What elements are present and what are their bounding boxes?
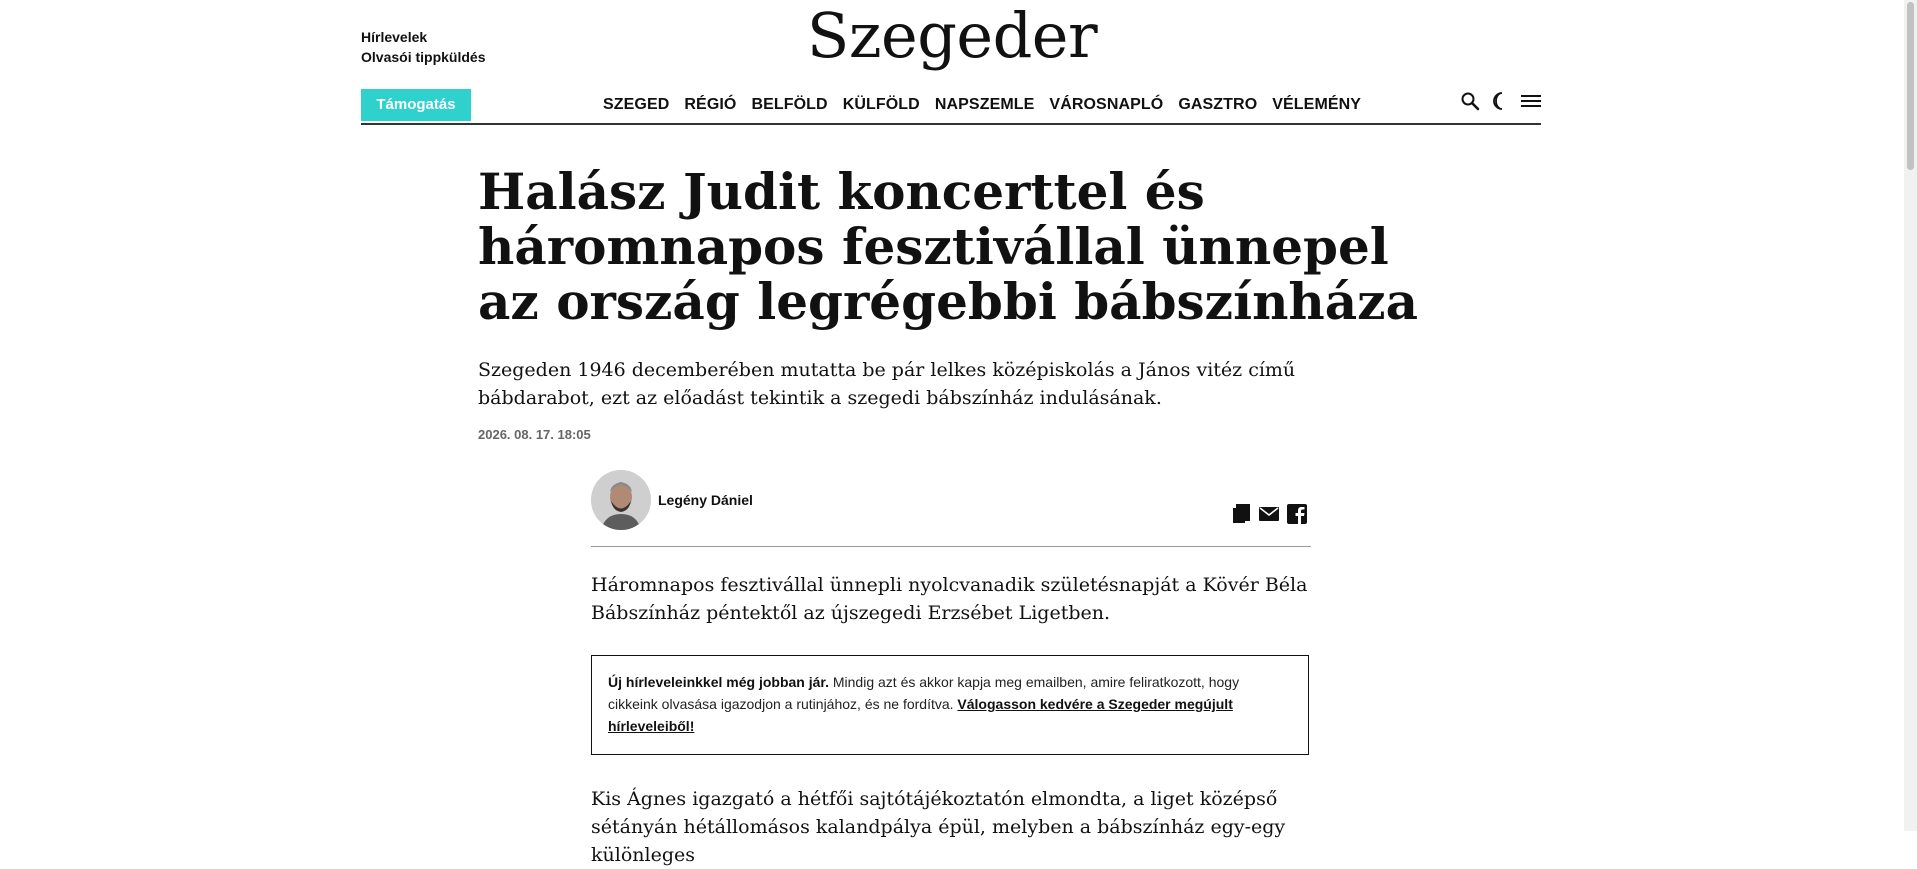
nav-item-gasztro[interactable]: GASZTRO: [1178, 96, 1258, 113]
facebook-icon[interactable]: [1286, 503, 1308, 525]
copy-icon[interactable]: [1230, 503, 1252, 525]
email-icon[interactable]: [1258, 503, 1280, 525]
header-divider: [361, 123, 1541, 125]
menu-icon[interactable]: [1520, 91, 1540, 111]
search-icon[interactable]: [1460, 91, 1480, 111]
newsletter-text: Mindig azt és akkor kapja meg emailben, amire feliratkozott, hogy cikkeink olvasása igazodjon a rutinjához, és ne fordítva.: [608, 674, 1240, 712]
page-scrollbar[interactable]: [1904, 0, 1917, 831]
author-divider: [591, 546, 1311, 547]
nav-item-regio[interactable]: RÉGIÓ: [684, 96, 737, 113]
nav-item-belfold[interactable]: BELFÖLD: [751, 96, 828, 113]
scrollbar-thumb[interactable]: [1907, 2, 1914, 170]
author-avatar[interactable]: [591, 470, 651, 530]
newsletter-box: [591, 655, 1309, 755]
support-button[interactable]: Támogatás: [361, 89, 471, 121]
author-name[interactable]: Legény Dániel: [658, 492, 753, 508]
newsletter-link[interactable]: Válogasson kedvére a Szegeder megújult hírleveleiből!: [608, 696, 1233, 734]
nav-item-kulfold[interactable]: KÜLFÖLD: [842, 96, 920, 113]
share-tools: [1230, 503, 1308, 525]
newsletters-link[interactable]: Hírlevelek: [361, 29, 428, 45]
reader-tip-link[interactable]: Olvasói tippküldés: [361, 49, 486, 65]
site-logo[interactable]: Szegeder: [806, 0, 1098, 72]
newsletter-bold: Új hírleveleinkkel még jobban jár.: [608, 674, 829, 690]
header-tools: [1460, 91, 1540, 111]
article-title: Halász Judit koncerttel és háromnapos fesztivállal ünnepel az ország legrégebbi bábszínháza: [478, 162, 1418, 331]
nav-item-szeged[interactable]: SZEGED: [603, 96, 670, 113]
article-date: 2026. 08. 17. 18:05: [478, 427, 591, 442]
nav-item-varosnaplo[interactable]: VÁROSNAPLÓ: [1049, 96, 1164, 113]
main-nav: [603, 96, 1376, 114]
article-paragraph: Kis Ágnes igazgató a hétfői sajtótájékoztatón elmondta, a liget középső sétányán hétállomásos kalandpálya épül, melyben a bábszínház egy-egy különleges: [591, 788, 1286, 866]
article-lead: Szegeden 1946 decemberében mutatta be pár lelkes középiskolás a János vitéz című bábdarabot, ezt az előadást tekintik a szegedi bábszínház indulásának.: [478, 359, 1296, 409]
nav-item-napszemle[interactable]: NAPSZEMLE: [934, 96, 1035, 113]
dark-mode-icon[interactable]: [1490, 91, 1510, 111]
article-paragraph: Háromnapos fesztivállal ünnepli nyolcvanadik születésnapját a Kövér Béla Bábszínház péntektől az újszegedi Erzsébet Ligetben.: [591, 574, 1308, 624]
nav-item-velemeny[interactable]: VÉLEMÉNY: [1272, 96, 1362, 113]
